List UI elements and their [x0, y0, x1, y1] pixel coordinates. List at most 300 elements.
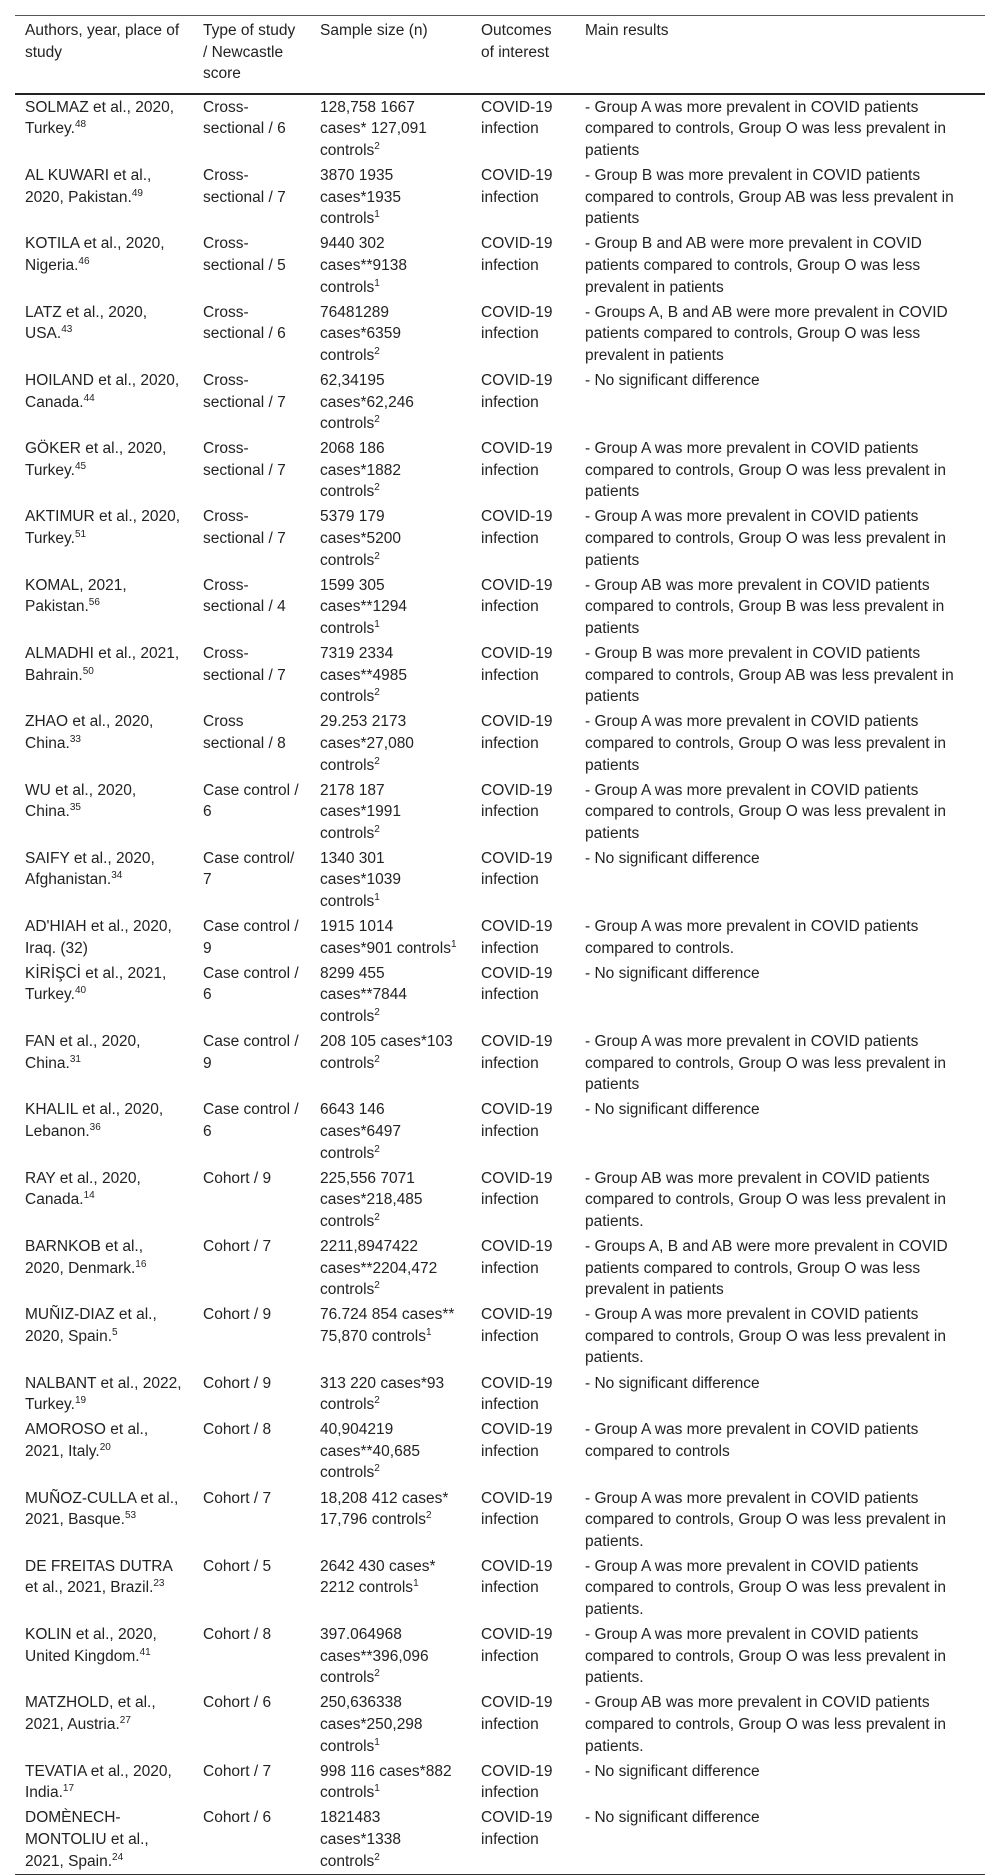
cell-result-text: - Group A was more prevalent in COVID patients compared to controls, Group O was less prevalent in patients — [585, 713, 946, 774]
cell-sample-size — [310, 961, 471, 1029]
cell-sample-size-text: 1340 301 cases*1039 controls — [320, 849, 402, 911]
cell-outcome — [471, 1554, 575, 1622]
cell-result-text: - No significant difference — [585, 1374, 760, 1392]
table-row — [15, 1554, 985, 1622]
cell-study-type — [193, 1097, 310, 1165]
cell-author-text: ALMADHI et al., 2021, Bahrain. — [25, 645, 180, 684]
cell-sample-size-superscript: 1 — [374, 209, 380, 221]
cell-outcome — [471, 641, 575, 709]
cell-outcome — [471, 778, 575, 846]
cell-outcome — [471, 231, 575, 299]
cell-author-superscript: 20 — [99, 1441, 111, 1453]
cell-author-text: HOILAND et al., 2020, Canada. — [25, 371, 180, 411]
cell-author-text: AMOROSO et al., 2021, Italy. — [25, 1421, 149, 1460]
cell-result-text: - No significant difference — [585, 1809, 760, 1827]
cell-outcome — [471, 504, 575, 572]
cell-author — [15, 1097, 193, 1165]
table-row — [15, 1622, 985, 1690]
cell-sample-size — [310, 1029, 471, 1097]
cell-study-type — [193, 1302, 310, 1370]
cell-sample-size-text: 7319 2334 cases**4985 controls — [320, 645, 408, 706]
cell-author-superscript: 5 — [112, 1326, 118, 1338]
cell-study-type-text: Case control / 6 — [203, 781, 299, 821]
cell-author-superscript: 44 — [83, 392, 95, 404]
cell-result-text: - Groups A, B and AB were more prevalent in COVID patients compared to controls, Group O was less prevalent in patients — [585, 1237, 948, 1299]
cell-sample-size — [310, 1371, 471, 1418]
cell-outcome — [471, 709, 575, 777]
cell-outcome-text: COVID-19 infection — [481, 440, 553, 479]
cell-outcome-text: COVID-19 infection — [481, 1557, 553, 1597]
cell-author-text: MUÑIZ-DIAZ et al., 2020, Spain. — [25, 1306, 157, 1345]
cell-outcome-text: COVID-19 infection — [481, 1033, 553, 1072]
cell-author-text: DOMÈNECH-MONTOLIU et al., 2021, Spain. — [25, 1809, 149, 1870]
cell-outcome-text: COVID-19 infection — [481, 303, 553, 343]
cell-author-text: TEVATIA et al., 2020, India. — [25, 1762, 172, 1802]
cell-sample-size — [310, 368, 471, 436]
cell-author-text: AKTIMUR et al., 2020, Turkey. — [25, 508, 181, 548]
cell-sample-size-text: 313 220 cases*93 controls — [320, 1374, 445, 1414]
cell-result-text: - Group B was more prevalent in COVID patients compared to controls, Group AB was less prevalent in patients — [585, 645, 954, 706]
cell-result-text: - Group A was more prevalent in COVID patients compared to controls, Group O was less prevalent in patients — [585, 508, 946, 569]
cell-study-type-text: Case control / 6 — [203, 1101, 299, 1140]
cell-result — [575, 1622, 985, 1690]
cell-sample-size — [310, 94, 471, 163]
cell-sample-size-superscript: 2 — [374, 1211, 380, 1223]
cell-author-superscript: 50 — [82, 665, 94, 677]
cell-study-type — [193, 1759, 310, 1806]
cell-author-text: AL KUWARI et al., 2020, Pakistan. — [25, 167, 152, 206]
cell-author-text: KOMAL, 2021, Pakistan. — [25, 576, 127, 616]
cell-sample-size-superscript: 2 — [374, 1668, 380, 1680]
cell-result-text: - No significant difference — [585, 371, 760, 389]
cell-result — [575, 94, 985, 163]
cell-result — [575, 504, 985, 572]
cell-outcome-text: COVID-19 infection — [481, 371, 553, 411]
cell-result-text: - Group A was more prevalent in COVID patients compared to controls, Group O was less prevalent in patients. — [585, 1489, 946, 1550]
cell-sample-size — [310, 846, 471, 914]
cell-outcome-text: COVID-19 infection — [481, 1809, 553, 1848]
cell-study-type — [193, 504, 310, 572]
cell-result-text: - No significant difference — [585, 964, 760, 982]
cell-result-text: - No significant difference — [585, 1101, 760, 1119]
table-row — [15, 1234, 985, 1302]
cell-author — [15, 436, 193, 504]
cell-study-type — [193, 1029, 310, 1097]
cell-sample-size-text: 5379 179 cases*5200 controls — [320, 508, 402, 569]
cell-author-text: NALBANT et al., 2022, Turkey. — [25, 1374, 182, 1414]
cell-sample-size-text: 62,34195 cases*62,246 controls — [320, 371, 414, 433]
cell-sample-size-superscript: 1 — [426, 1326, 432, 1338]
table-row — [15, 163, 985, 231]
cell-author — [15, 641, 193, 709]
cell-outcome — [471, 914, 575, 961]
cell-study-type-text: Cohort / 9 — [203, 1374, 272, 1392]
cell-study-type — [193, 94, 310, 163]
cell-study-type-text: Cross-sectional / 7 — [203, 371, 286, 411]
cell-author-superscript: 40 — [74, 985, 87, 997]
cell-sample-size-text: 225,556 7071 cases*218,485 controls — [320, 1169, 423, 1230]
cell-study-type — [193, 1234, 310, 1302]
table-row — [15, 1486, 985, 1554]
cell-study-type — [193, 163, 310, 231]
cell-author-text: WU et al., 2020, China. — [25, 781, 137, 821]
cell-outcome-text: COVID-19 infection — [481, 98, 553, 138]
cell-outcome-text: COVID-19 infection — [481, 1101, 553, 1140]
cell-sample-size — [310, 778, 471, 846]
cell-sample-size — [310, 300, 471, 368]
cell-outcome — [471, 961, 575, 1029]
cell-sample-size-superscript: 2 — [374, 1053, 380, 1065]
cell-author-superscript: 49 — [131, 187, 143, 199]
cell-result-text: - Group AB was more prevalent in COVID patients compared to controls, Group O was less prevalent in patients. — [585, 1169, 946, 1230]
cell-study-type-text: Cohort / 7 — [203, 1762, 272, 1780]
cell-study-type-text: Case control/ 7 — [203, 849, 295, 889]
cell-study-type — [193, 231, 310, 299]
cell-outcome — [471, 1029, 575, 1097]
cell-result-text: - No significant difference — [585, 1762, 760, 1780]
cell-outcome — [471, 300, 575, 368]
cell-author-text: FAN et al., 2020, China. — [25, 1033, 141, 1072]
cell-sample-size-text: 1821483 cases*1338 controls — [320, 1809, 402, 1870]
cell-sample-size-text: 1599 305 cases**1294 controls — [320, 576, 408, 637]
cell-author — [15, 1371, 193, 1418]
cell-sample-size-superscript: 2 — [374, 823, 380, 835]
cell-sample-size-text: 208 105 cases*103 controls — [320, 1033, 453, 1072]
cell-sample-size-superscript: 2 — [374, 1851, 380, 1863]
cell-study-type — [193, 1371, 310, 1418]
cell-sample-size-superscript: 2 — [374, 345, 380, 357]
table-row — [15, 1029, 985, 1097]
cell-outcome — [471, 94, 575, 163]
cell-outcome-text: COVID-19 infection — [481, 167, 553, 206]
cell-author-text: SOLMAZ et al., 2020, Turkey. — [25, 98, 175, 138]
cell-result-text: - Groups A, B and AB were more prevalent in COVID patients compared to controls, Group O was less prevalent in patients — [585, 303, 948, 364]
cell-sample-size — [310, 1622, 471, 1690]
cell-result — [575, 1759, 985, 1806]
cell-result — [575, 1371, 985, 1418]
cell-study-type-text: Cross-sectional / 6 — [203, 303, 286, 343]
cell-result — [575, 914, 985, 961]
cell-author — [15, 1234, 193, 1302]
cell-sample-size-text: 9440 302 cases**9138 controls — [320, 235, 408, 296]
cell-study-type — [193, 300, 310, 368]
table-row — [15, 94, 985, 163]
cell-result-text: - Group A was more prevalent in COVID patients compared to controls, Group O was less prevalent in patients — [585, 98, 946, 159]
cell-sample-size — [310, 1486, 471, 1554]
cell-sample-size-superscript: 2 — [374, 1006, 380, 1018]
cell-study-type — [193, 641, 310, 709]
cell-author — [15, 1690, 193, 1758]
cell-result — [575, 436, 985, 504]
table-row — [15, 709, 985, 777]
cell-sample-size — [310, 1234, 471, 1302]
cell-outcome-text: COVID-19 infection — [481, 1306, 553, 1345]
cell-author — [15, 1029, 193, 1097]
cell-author — [15, 1302, 193, 1370]
cell-study-type — [193, 914, 310, 961]
table-row — [15, 300, 985, 368]
table-row — [15, 504, 985, 572]
table-row — [15, 1690, 985, 1758]
cell-study-type-text: Cross-sectional / 5 — [203, 235, 286, 274]
cell-sample-size — [310, 1417, 471, 1485]
cell-outcome-text: COVID-19 infection — [481, 781, 553, 821]
cell-author-superscript: 16 — [135, 1258, 147, 1270]
cell-study-type — [193, 1166, 310, 1234]
cell-author-superscript: 43 — [61, 324, 73, 336]
cell-study-type-text: Cross-sectional / 6 — [203, 98, 286, 138]
cell-author-text: MATZHOLD, et al., 2021, Austria. — [25, 1694, 156, 1733]
cell-outcome — [471, 1097, 575, 1165]
cell-study-type — [193, 1622, 310, 1690]
cell-author-text: MUÑOZ-CULLA et al., 2021, Basque. — [25, 1489, 179, 1529]
cell-result — [575, 1486, 985, 1554]
cell-sample-size-superscript: 2 — [374, 1394, 380, 1406]
cell-sample-size-superscript: 1 — [413, 1578, 419, 1590]
table-row — [15, 573, 985, 641]
cell-author — [15, 778, 193, 846]
cell-author — [15, 1417, 193, 1485]
cell-sample-size — [310, 1759, 471, 1806]
cell-sample-size — [310, 1166, 471, 1234]
cell-study-type-text: Cohort / 7 — [203, 1489, 272, 1507]
cell-outcome-text: COVID-19 infection — [481, 645, 553, 684]
header-outcomes: Outcomes of interest — [471, 16, 575, 94]
cell-sample-size-text: 2211,8947422 cases**2204,472 controls — [320, 1237, 438, 1299]
cell-sample-size-text: 1915 1014 cases*901 controls — [320, 918, 451, 957]
cell-result-text: - Group AB was more prevalent in COVID patients compared to controls, Group B was less prevalent in patients — [585, 576, 945, 637]
cell-outcome — [471, 846, 575, 914]
cell-result-text: - Group A was more prevalent in COVID patients compared to controls — [585, 1421, 919, 1460]
table-row — [15, 1371, 985, 1418]
cell-sample-size-text: 2642 430 cases* 2212 controls — [320, 1557, 436, 1597]
cell-author — [15, 504, 193, 572]
cell-result-text: - Group B was more prevalent in COVID patients compared to controls, Group AB was less prevalent in patients — [585, 167, 954, 228]
cell-study-type-text: Cohort / 7 — [203, 1237, 272, 1255]
cell-study-type — [193, 1805, 310, 1874]
cell-study-type — [193, 436, 310, 504]
cell-sample-size — [310, 709, 471, 777]
cell-sample-size — [310, 1805, 471, 1874]
cell-outcome — [471, 1486, 575, 1554]
cell-study-type-text: Cross-sectional / 7 — [203, 167, 286, 206]
cell-study-type — [193, 961, 310, 1029]
table-row — [15, 1759, 985, 1806]
cell-sample-size-superscript: 2 — [374, 1280, 380, 1291]
table-row — [15, 231, 985, 299]
cell-study-type-text: Cross-sectional / 7 — [203, 508, 286, 548]
cell-sample-size-text: 397.064968 cases**396,096 controls — [320, 1626, 429, 1687]
table-row — [15, 1417, 985, 1485]
cell-sample-size-superscript: 1 — [374, 1736, 380, 1748]
cell-author-superscript: 51 — [74, 528, 87, 540]
cell-author-text: KOTILA et al., 2020, Nigeria. — [25, 235, 165, 274]
studies-table — [15, 15, 985, 1875]
cell-study-type-text: Cohort / 8 — [203, 1421, 272, 1439]
cell-sample-size — [310, 163, 471, 231]
cell-outcome — [471, 1371, 575, 1418]
cell-study-type — [193, 846, 310, 914]
cell-sample-size-text: 76.724 854 cases** 75,870 controls — [320, 1306, 455, 1345]
cell-study-type-text: Case control / 9 — [203, 1033, 299, 1072]
cell-study-type — [193, 1554, 310, 1622]
table-row — [15, 1097, 985, 1165]
cell-sample-size-superscript: 2 — [426, 1509, 432, 1521]
table-row — [15, 846, 985, 914]
table-row — [15, 778, 985, 846]
cell-sample-size-text: 2068 186 cases*1882 controls — [320, 440, 402, 501]
cell-result — [575, 1097, 985, 1165]
cell-author-superscript: 17 — [62, 1783, 75, 1795]
cell-result-text: - Group AB was more prevalent in COVID patients compared to controls, Group O was less prevalent in patients. — [585, 1694, 946, 1755]
cell-outcome-text: COVID-19 infection — [481, 918, 553, 957]
cell-sample-size-text: 128,758 1667 cases* 127,091 controls — [320, 98, 427, 159]
cell-study-type-text: Cohort / 6 — [203, 1694, 272, 1712]
cell-outcome-text: COVID-19 infection — [481, 964, 553, 1004]
cell-sample-size — [310, 1097, 471, 1165]
cell-result — [575, 1417, 985, 1485]
cell-author-text: DE FREITAS DUTRA et al., 2021, Brazil. — [25, 1557, 172, 1597]
cell-sample-size-superscript: 1 — [374, 277, 380, 289]
cell-author-superscript: 14 — [83, 1190, 95, 1202]
cell-author-superscript: 33 — [69, 733, 81, 745]
cell-author-text: KHALIL et al., 2020, Lebanon. — [25, 1101, 164, 1140]
cell-author — [15, 846, 193, 914]
cell-outcome-text: COVID-19 infection — [481, 1762, 553, 1802]
cell-study-type-text: Cohort / 6 — [203, 1809, 272, 1827]
cell-outcome-text: COVID-19 infection — [481, 1374, 553, 1414]
cell-result — [575, 163, 985, 231]
table-row — [15, 1302, 985, 1370]
cell-result — [575, 1029, 985, 1097]
cell-author — [15, 368, 193, 436]
cell-study-type — [193, 1486, 310, 1554]
cell-result — [575, 846, 985, 914]
cell-sample-size-text: 250,636338 cases*250,298 controls — [320, 1694, 423, 1755]
cell-author — [15, 231, 193, 299]
cell-author-superscript: 56 — [88, 597, 100, 609]
cell-study-type-text: Case control / 6 — [203, 964, 299, 1004]
cell-result-text: - Group A was more prevalent in COVID patients compared to controls, Group O was less prevalent in patients. — [585, 1557, 946, 1618]
cell-sample-size-text: 6643 146 cases*6497 controls — [320, 1101, 402, 1162]
cell-outcome — [471, 573, 575, 641]
cell-author-superscript: 34 — [111, 870, 123, 882]
cell-sample-size-text: 8299 455 cases**7844 controls — [320, 964, 408, 1026]
cell-study-type-text: Cross-sectional / 7 — [203, 645, 286, 684]
cell-author — [15, 1805, 193, 1874]
header-study-type: Type of study / Newcastle score — [193, 16, 310, 94]
cell-sample-size-superscript: 1 — [374, 618, 380, 630]
cell-result — [575, 641, 985, 709]
cell-author-superscript: 53 — [124, 1509, 137, 1521]
table-row — [15, 436, 985, 504]
cell-result-text: - Group B and AB were more prevalent in COVID patients compared to controls, Group O was less prevalent in patients — [585, 235, 922, 296]
cell-sample-size-superscript: 2 — [374, 482, 380, 494]
cell-study-type — [193, 1690, 310, 1758]
cell-study-type-text: Cohort / 9 — [203, 1306, 272, 1324]
table-row — [15, 368, 985, 436]
cell-author-superscript: 23 — [153, 1578, 165, 1590]
cell-sample-size — [310, 1554, 471, 1622]
cell-author — [15, 914, 193, 961]
cell-sample-size-superscript: 2 — [374, 1463, 380, 1475]
cell-sample-size-text: 40,904219 cases**40,685 controls — [320, 1421, 420, 1482]
cell-outcome-text: COVID-19 infection — [481, 1169, 553, 1209]
table-row — [15, 961, 985, 1029]
cell-outcome — [471, 163, 575, 231]
cell-author-superscript: 35 — [69, 802, 81, 814]
cell-sample-size-text: 3870 1935 cases*1935 controls — [320, 167, 402, 228]
cell-sample-size — [310, 914, 471, 961]
cell-sample-size-superscript: 2 — [374, 413, 380, 425]
cell-result — [575, 368, 985, 436]
cell-sample-size-superscript: 1 — [374, 891, 380, 903]
cell-study-type-text: Cross-sectional / 4 — [203, 576, 286, 616]
cell-outcome — [471, 436, 575, 504]
cell-result — [575, 1554, 985, 1622]
cell-sample-size — [310, 436, 471, 504]
cell-outcome-text: COVID-19 infection — [481, 1237, 553, 1277]
cell-sample-size-text: 998 116 cases*882 controls — [320, 1762, 452, 1802]
cell-author-superscript: 27 — [119, 1714, 131, 1726]
cell-study-type — [193, 368, 310, 436]
cell-result-text: - Group A was more prevalent in COVID patients compared to controls, Group O was less prevalent in patients — [585, 781, 946, 842]
table-row — [15, 1166, 985, 1234]
cell-study-type-text: Cross-sectional / 7 — [203, 440, 286, 479]
cell-author-text: ZHAO et al., 2020, China. — [25, 713, 154, 752]
cell-outcome-text: COVID-19 infection — [481, 1694, 553, 1733]
cell-author-superscript: 48 — [74, 119, 87, 131]
cell-study-type-text: Case control / 9 — [203, 918, 299, 957]
cell-sample-size-superscript: 2 — [374, 755, 380, 767]
cell-study-type-text: Cohort / 5 — [203, 1557, 272, 1575]
cell-outcome — [471, 1690, 575, 1758]
cell-result — [575, 709, 985, 777]
cell-author — [15, 1759, 193, 1806]
cell-result — [575, 300, 985, 368]
cell-study-type-text: Cohort / 8 — [203, 1626, 272, 1644]
cell-author-superscript: 19 — [74, 1394, 87, 1406]
cell-outcome — [471, 1166, 575, 1234]
cell-author — [15, 1622, 193, 1690]
cell-study-type — [193, 778, 310, 846]
cell-sample-size — [310, 231, 471, 299]
header-sample-size: Sample size (n) — [310, 16, 471, 94]
cell-outcome-text: COVID-19 infection — [481, 235, 553, 274]
cell-result — [575, 961, 985, 1029]
table-row — [15, 1805, 985, 1874]
cell-study-type — [193, 709, 310, 777]
cell-sample-size-superscript: 1 — [450, 938, 457, 950]
cell-sample-size-text: 18,208 412 cases* 17,796 controls — [320, 1489, 449, 1529]
cell-sample-size-text: 76481289 cases*6359 controls — [320, 303, 402, 364]
table-row — [15, 914, 985, 961]
cell-outcome-text: COVID-19 infection — [481, 576, 553, 616]
cell-author-superscript: 41 — [139, 1646, 151, 1658]
cell-result-text: - Group A was more prevalent in COVID patients compared to controls, Group O was less prevalent in patients. — [585, 1626, 946, 1687]
cell-author-text: KOLIN et al., 2020, United Kingdom. — [25, 1626, 157, 1665]
cell-outcome-text: COVID-19 infection — [481, 849, 553, 889]
cell-result — [575, 231, 985, 299]
cell-outcome-text: COVID-19 infection — [481, 1421, 553, 1460]
cell-sample-size-superscript: 2 — [374, 1143, 380, 1155]
cell-author-superscript: 45 — [74, 460, 87, 472]
cell-author-text: RAY et al., 2020, Canada. — [25, 1169, 141, 1209]
cell-outcome — [471, 1805, 575, 1874]
cell-result — [575, 573, 985, 641]
cell-result — [575, 1302, 985, 1370]
header-row — [15, 16, 985, 94]
